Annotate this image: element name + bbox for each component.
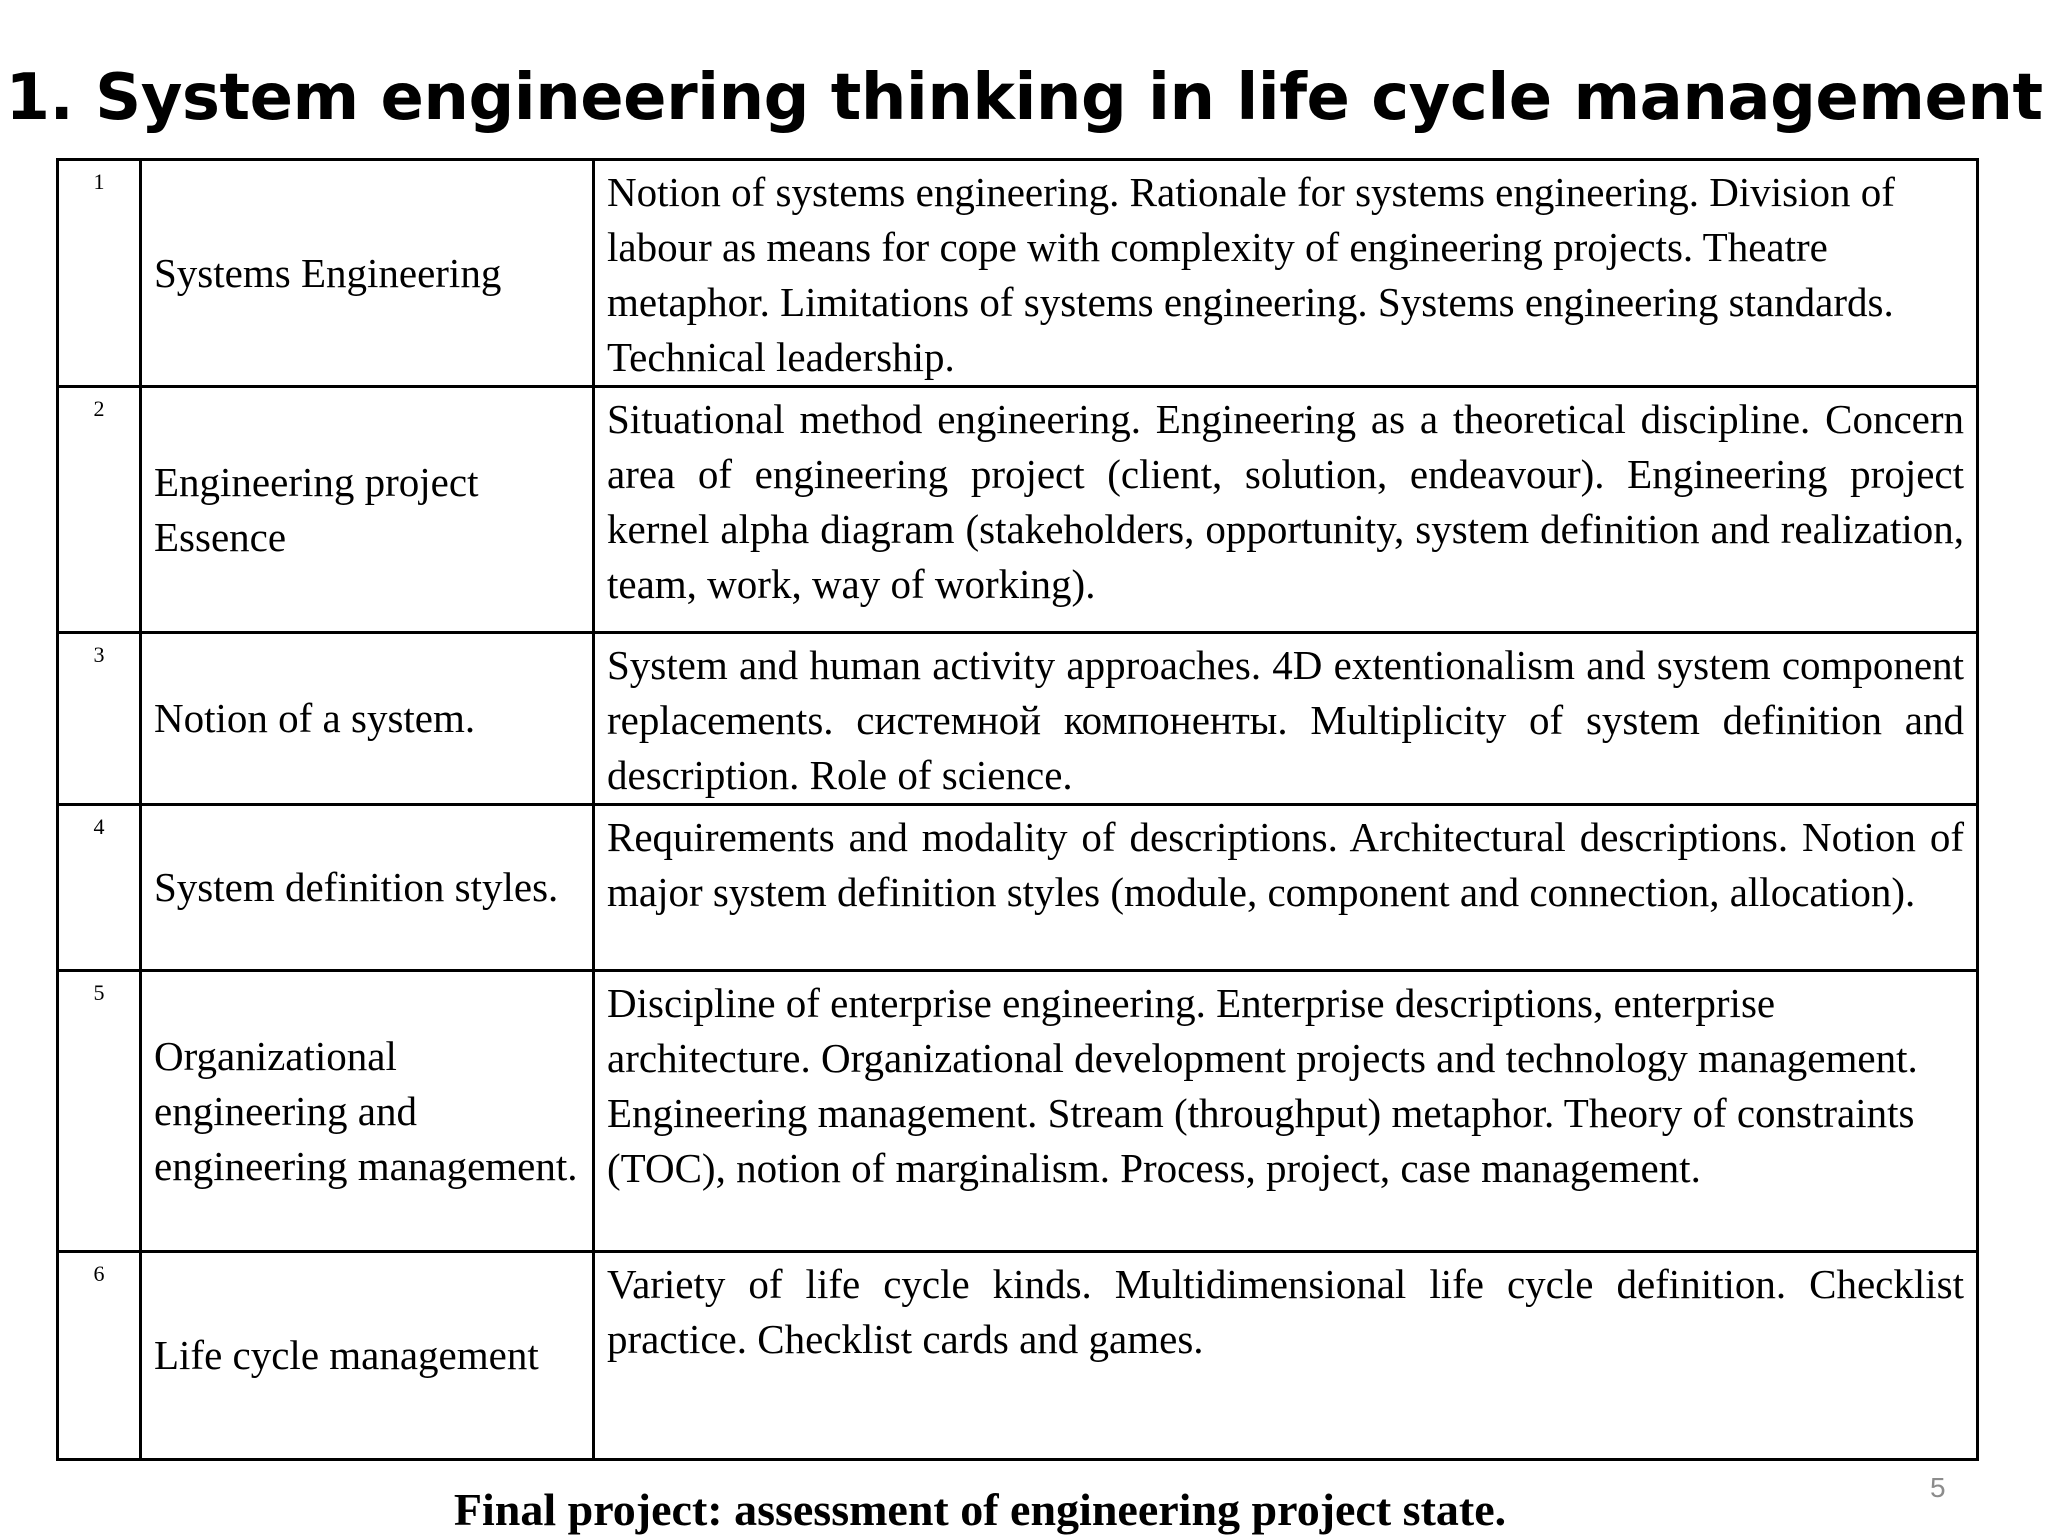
row-number: 6 [58, 1252, 141, 1460]
description-cell: Situational method engineering. Engineering as a theoretical discipline. Concern area of engineering project (client, solution, endeavour). Engineering project kernel alpha diagram (stakeholders, opportunity, system definition and realization, team, work, way of working). [594, 387, 1978, 633]
table-row [58, 805, 1978, 971]
row-number: 1 [58, 160, 141, 387]
topic-cell: Organizational engineering and engineering management. [141, 971, 594, 1252]
row-number: 2 [58, 387, 141, 633]
row-number: 4 [58, 805, 141, 971]
row-number: 3 [58, 633, 141, 805]
topic-cell: Systems Engineering [141, 160, 594, 387]
description-cell: Notion of systems engineering. Rationale for systems engineering. Division of labour as means for cope with complexity of engineering projects. Theatre metaphor. Limitations of systems engineering. Systems engineering standards. Technical leadership. [594, 160, 1978, 387]
table-row [58, 633, 1978, 805]
description-cell: Variety of life cycle kinds. Multidimensional life cycle definition. Checklist practice. Checklist cards and games. [594, 1252, 1978, 1460]
description-cell: System and human activity approaches. 4D extentionalism and system component replacements. системной компоненты. Multiplicity of system definition and description. Role of science. [594, 633, 1978, 805]
topic-cell: System definition styles. [141, 805, 594, 971]
slide-title: 1. System engineering thinking in life cycle management [5, 61, 2043, 135]
description-cell: Discipline of enterprise engineering. Enterprise descriptions, enterprise architecture. Organizational development projects and technology management. Engineering management. Stream (throughput) metaphor. Theory of constraints (TOC), notion of marginalism. Process, project, case management. [594, 971, 1978, 1252]
table-row [58, 971, 1978, 1252]
topic-cell: Engineering project Essence [141, 387, 594, 633]
row-number: 5 [58, 971, 141, 1252]
table-row [58, 160, 1978, 387]
topic-cell: Notion of a system. [141, 633, 594, 805]
topic-cell: Life cycle management [141, 1252, 594, 1460]
table-row [58, 387, 1978, 633]
page-number: 5 [1930, 1472, 1946, 1503]
table-row [58, 1252, 1978, 1460]
description-cell: Requirements and modality of descriptions. Architectural descriptions. Notion of major system definition styles (module, component and connection, allocation). [594, 805, 1978, 971]
footer-note: Final project: assessment of engineering project state. [453, 1484, 1507, 1535]
topics-table [56, 158, 1979, 1461]
